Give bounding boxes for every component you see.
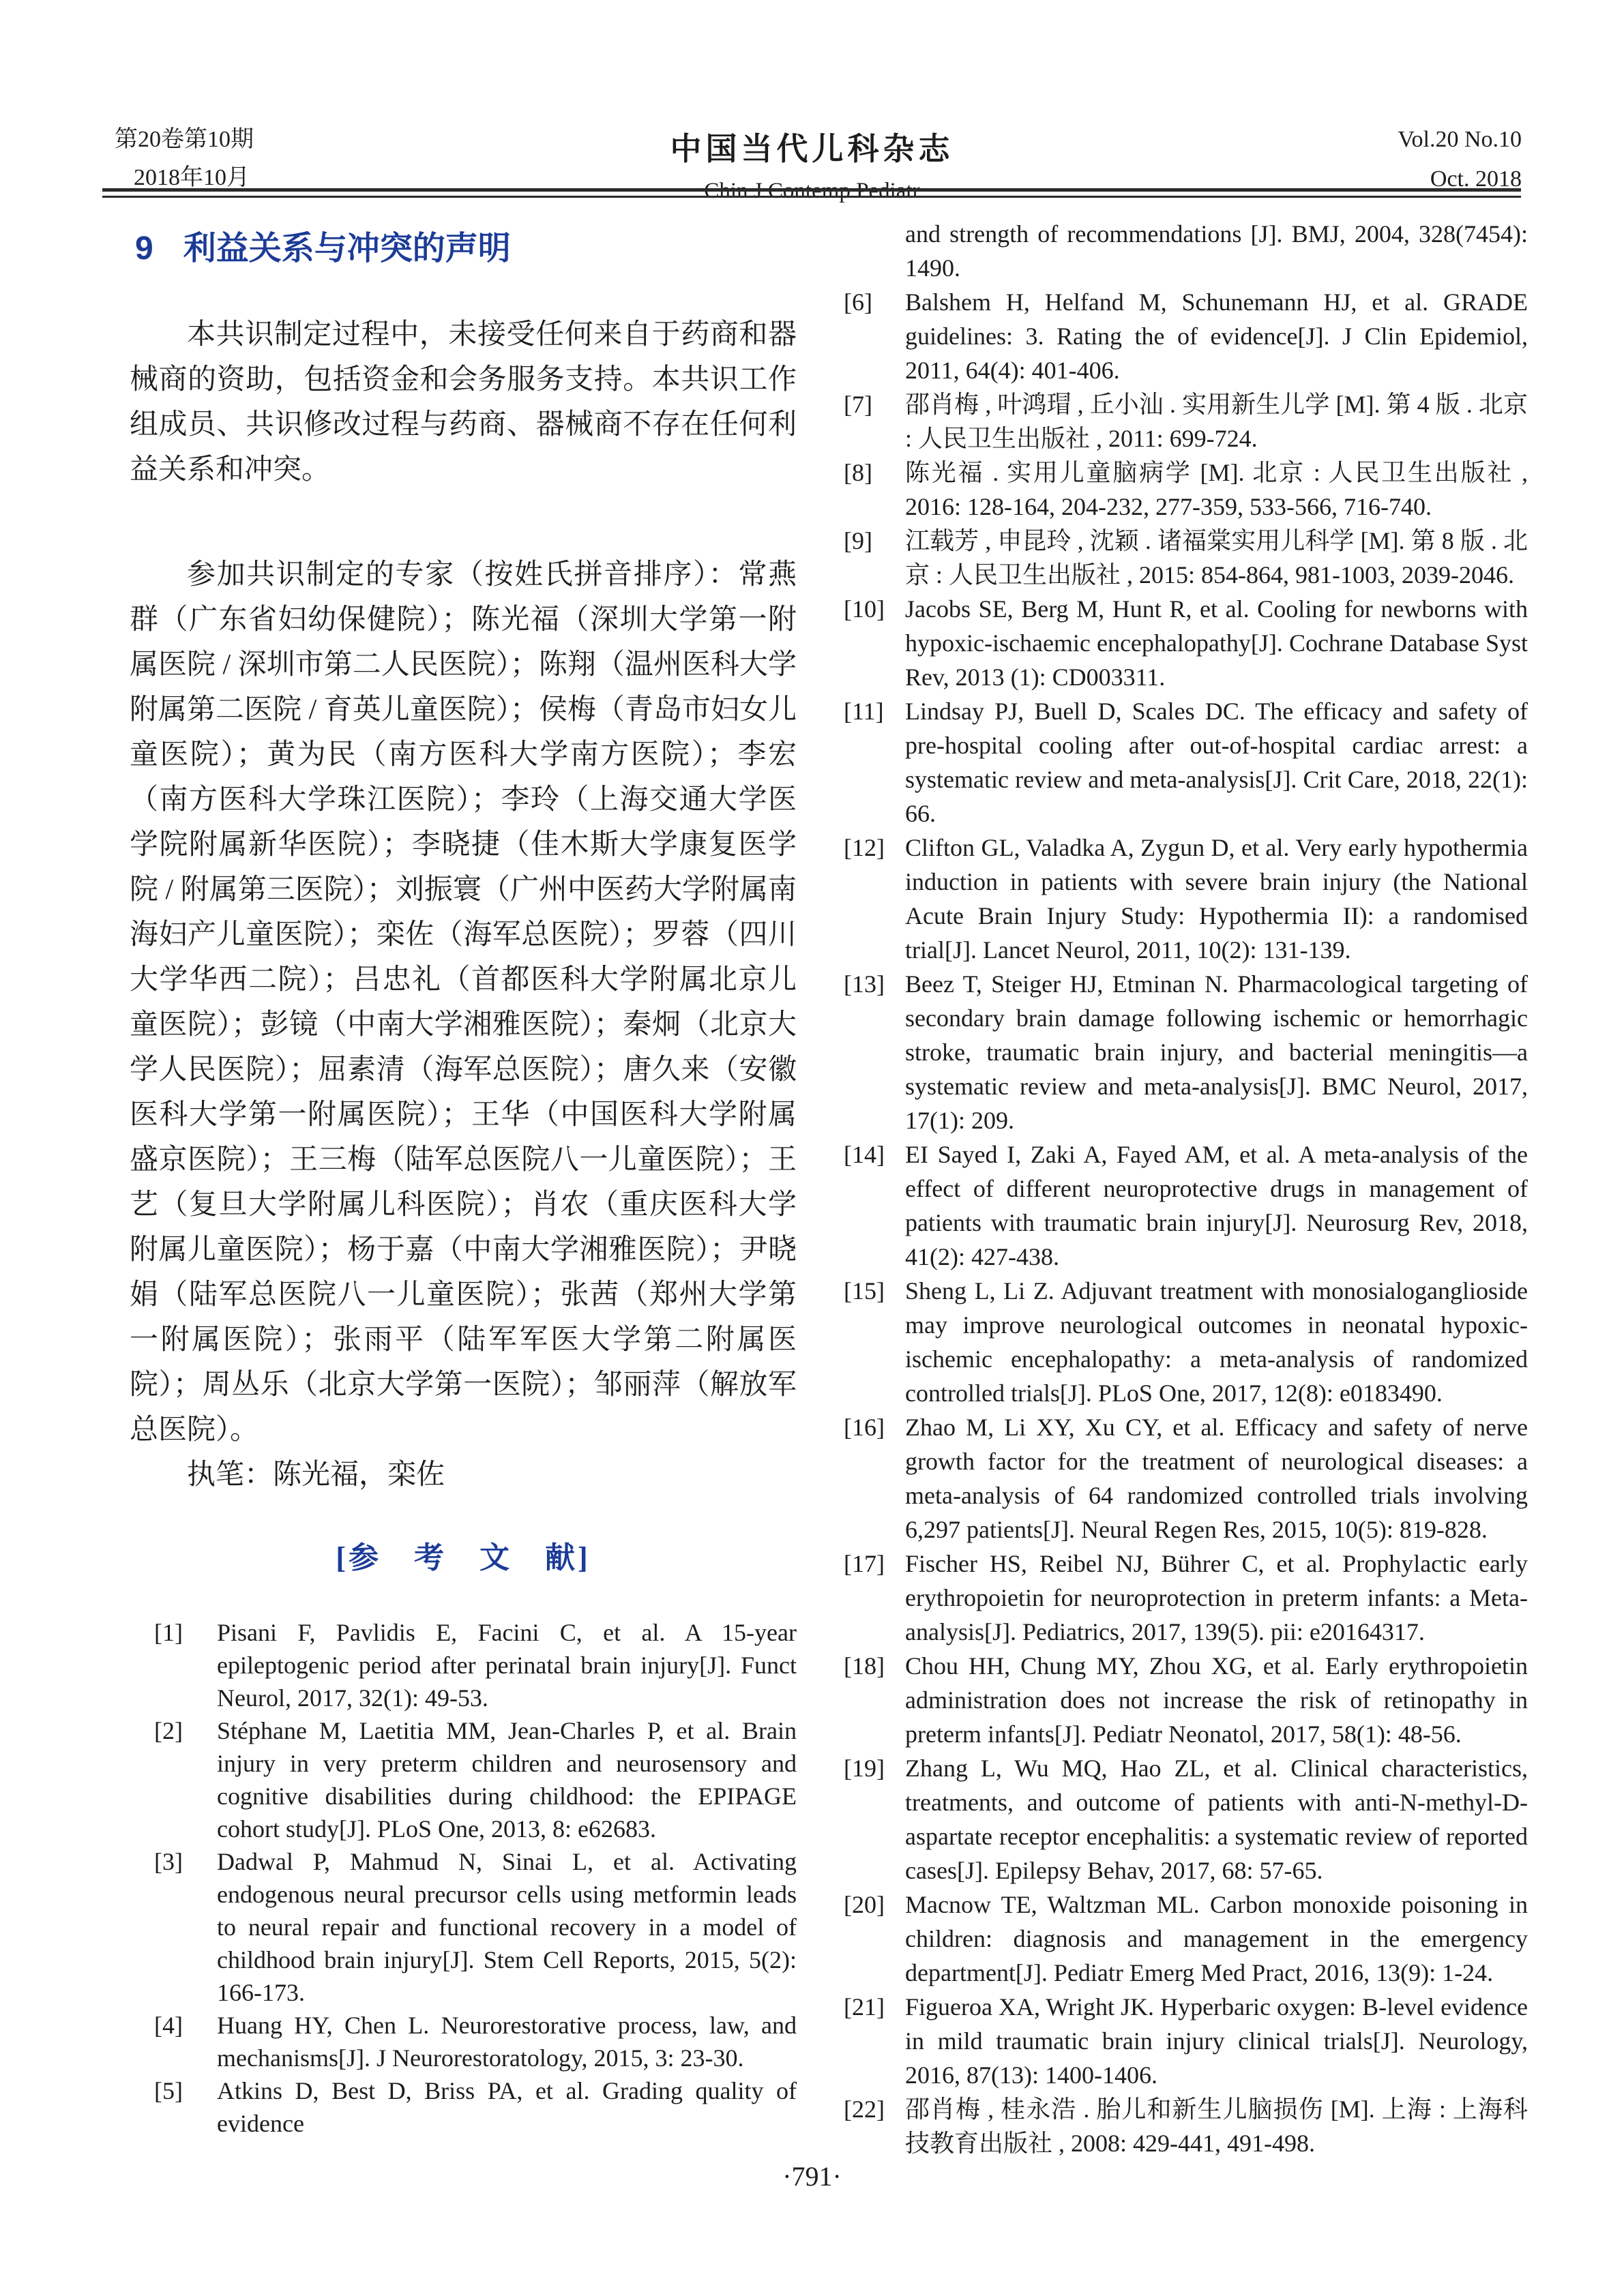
left-column bbox=[130, 225, 797, 2140]
reference-number: [5] bbox=[154, 2076, 183, 2104]
date-cn: 2018年10月 bbox=[134, 165, 250, 190]
reference-text: 邵肖梅 , 桂永浩 . 胎儿和新生儿脑损伤 [M]. 上海 : 上海科技教育出版社 , 2008: 429-441, 491-498. bbox=[905, 2096, 1528, 2157]
reference-item bbox=[844, 1274, 1528, 1410]
right-column bbox=[844, 217, 1528, 2160]
reference-item bbox=[844, 831, 1528, 967]
reference-item bbox=[130, 1845, 797, 2009]
reference-number: [20] bbox=[844, 1891, 885, 1918]
section-heading bbox=[135, 229, 797, 269]
reference-number: [13] bbox=[844, 970, 885, 998]
page-number: ·791· bbox=[782, 2161, 842, 2192]
reference-item bbox=[130, 2074, 797, 2140]
reference-item bbox=[844, 1990, 1528, 2092]
reference-text: Stéphane M, Laetitia MM, Jean-Charles P, et al. Brain injury in very preterm children and neurosensory and cognitive disabilities during childhood: the EPIPAGE cohort study[J]. PLoS One, 2013, 8: e62683. bbox=[217, 1716, 797, 1843]
reference-item bbox=[844, 1410, 1528, 1547]
reference-text: Sheng L, Li Z. Adjuvant treatment with monosialoganglioside may improve neurological outcomes in neonatal hypoxic-ischemic encephalopathy: a meta-analysis of randomized controlled trials[J]. PLoS One, 2017, 12(8): e0183490. bbox=[905, 1277, 1528, 1407]
reference-text: Dadwal P, Mahmud N, Sinai L, et al. Activating endogenous neural precursor cells using metformin leads to neural repair and functional recovery in a model of childhood brain injury[J]. Stem Cell Reports, 2015, 5(2): 166-173. bbox=[217, 1847, 797, 2006]
paragraph-expert-list: 参加共识制定的专家（按姓氏拼音排序）：常燕群（广东省妇幼保健院）；陈光福（深圳大学第一附属医院 / 深圳市第二人民医院）；陈翔（温州医科大学附属第二医院 / 育英儿童医院）；侯梅（青岛市妇女儿童医院）；黄为民（南方医科大学南方医院）；李宏（南方医科大学珠江医院）；李玲（上海交通大学医学院附属新华医院）；李晓捷（佳木斯大学康复医学院 / 附属第三医院）；刘振寰（广州中医药大学附属南海妇产儿童医院）；栾佐（海军总医院）；罗蓉（四川大学华西二院）；吕忠礼（首都医科大学附属北京儿童医院）；彭镜（中南大学湘雅医院）；秦炯（北京大学人民医院）；屈素清（海军总医院）；唐久来（安徽医科大学第一附属医院）；王华（中国医科大学附属盛京医院）；王三梅（陆军总医院八一儿童医院）；王艺（复旦大学附属儿科医院）；肖农（重庆医科大学附属儿童医院）；杨于嘉（中南大学湘雅医院）；尹晓娟（陆军总医院八一儿童医院）；张茜（郑州大学第一附属医院）；张雨平（陆军军医大学第二附属医院）；周丛乐（北京大学第一医院）；邹丽萍（解放军总医院）。 bbox=[130, 558, 797, 1446]
references-list-left bbox=[130, 1616, 797, 2140]
reference-item bbox=[130, 1616, 797, 1714]
reference-item bbox=[844, 592, 1528, 694]
reference-number: [8] bbox=[844, 459, 872, 486]
reference-number: [15] bbox=[844, 1277, 885, 1304]
reference-text: Figueroa XA, Wright JK. Hyperbaric oxygen: B-level evidence in mild traumatic brain injury clinical trials[J]. Neurology, 2016, 87(13): 1400-1406. bbox=[905, 1993, 1528, 2089]
reference-number: [14] bbox=[844, 1141, 885, 1168]
volume-issue-cn: 第20卷第10期 bbox=[115, 127, 254, 152]
reference-item bbox=[130, 1714, 797, 1845]
reference-text: Zhang L, Wu MQ, Hao ZL, et al. Clinical characteristics, treatments, and outcome of patients with anti-N-methyl-D-aspartate receptor encephalitis: a systematic review of reported cases[J]. Epilepsy Behav, 2017, 68: 57-65. bbox=[905, 1755, 1528, 1884]
journal-title-cn: 中国当代儿科杂志 bbox=[670, 132, 954, 166]
reference-number: [18] bbox=[844, 1652, 885, 1680]
reference-text: 江载芳 , 申昆玲 , 沈颖 . 诸福棠实用儿科学 [M]. 第 8 版 . 北京 : 人民卫生出版社 , 2015: 854-864, 981-1003, 2039-2046. bbox=[905, 527, 1528, 588]
section-title: 利益关系与冲突的声明 bbox=[183, 230, 511, 267]
reference-item bbox=[844, 2092, 1528, 2160]
volume-issue-en: Vol.20 No.10 bbox=[1398, 127, 1522, 152]
reference-text: Clifton GL, Valadka A, Zygun D, et al. Very early hypothermia induction in patients with severe brain injury (the National Acute Brain Injury Study: Hypothermia II): a randomised trial[J]. Lancet Neurol, 2011, 10(2): 131-139. bbox=[905, 834, 1528, 964]
reference-number: [7] bbox=[844, 391, 872, 418]
reference-number: [19] bbox=[844, 1755, 885, 1782]
reference-item bbox=[844, 387, 1528, 456]
reference-text: Balshem H, Helfand M, Schunemann HJ, et al. GRADE guidelines: 3. Rating the of evidence[J]. J Clin Epidemiol, 2011, 64(4): 401-406. bbox=[905, 288, 1528, 384]
reference-text: Huang HY, Chen L. Neurorestorative process, law, and mechanisms[J]. J Neurorestoratology, 2015, 3: 23-30. bbox=[217, 2011, 797, 2072]
reference-item bbox=[844, 967, 1528, 1137]
reference-number: [21] bbox=[844, 1993, 885, 2021]
reference-item bbox=[844, 1137, 1528, 1274]
reference-item bbox=[844, 1649, 1528, 1751]
reference-number: [17] bbox=[844, 1550, 885, 1577]
reference-text: Macnow TE, Waltzman ML. Carbon monoxide poisoning in children: diagnosis and management in the emergency department[J]. Pediatr Emerg Med Pract, 2016, 13(9): 1-24. bbox=[905, 1891, 1528, 1986]
reference-text: Zhao M, Li XY, Xu CY, et al. Efficacy and safety of nerve growth factor for the treatment of neurological diseases: a meta-analysis of 64 randomized controlled trials involving 6,297 patients[J]. Neural Regen Res, 2015, 10(5): 819-828. bbox=[905, 1414, 1528, 1543]
reference-item bbox=[844, 1751, 1528, 1888]
reference-continuation: and strength of recommendations [J]. BMJ, 2004, 328(7454): 1490. bbox=[905, 220, 1528, 282]
reference-number: [16] bbox=[844, 1414, 885, 1441]
reference-item bbox=[844, 456, 1528, 524]
reference-item bbox=[844, 1547, 1528, 1649]
reference-text: Chou HH, Chung MY, Zhou XG, et al. Early erythropoietin administration does not increase the risk of retinopathy in preterm infants[J]. Pediatr Neonatol, 2017, 58(1): 48-56. bbox=[905, 1652, 1528, 1748]
reference-text: EI Sayed I, Zaki A, Fayed AM, et al. A meta-analysis of the effect of different neuroprotective drugs in management of patients with traumatic brain injury[J]. Neurosurg Rev, 2018, 41(2): 427-438. bbox=[905, 1141, 1528, 1270]
reference-text: 陈光福 . 实用儿童脑病学 [M]. 北京 : 人民卫生出版社 , 2016: 128-164, 204-232, 277-359, 533-566, 716-740. bbox=[905, 459, 1528, 520]
reference-number: [2] bbox=[154, 1716, 183, 1744]
reference-number: [4] bbox=[154, 2011, 183, 2039]
reference-text: Beez T, Steiger HJ, Etminan N. Pharmacological targeting of secondary brain damage following ischemic or hemorrhagic stroke, traumatic brain injury, and bacterial meningitis—a systematic review and meta-analysis[J]. BMC Neurol, 2017, 17(1): 209. bbox=[905, 970, 1528, 1134]
reference-text: Pisani F, Pavlidis E, Facini C, et al. A 15-year epileptogenic period after perinatal brain injury[J]. Funct Neurol, 2017, 32(1): 49-53. bbox=[217, 1618, 797, 1712]
reference-item bbox=[844, 285, 1528, 387]
reference-number: [9] bbox=[844, 527, 872, 554]
reference-number: [10] bbox=[844, 595, 885, 623]
references-list-right bbox=[844, 285, 1528, 2160]
reference-text: Atkins D, Best D, Briss PA, et al. Grading quality of evidence bbox=[217, 2076, 797, 2137]
header-double-rule bbox=[102, 188, 1521, 198]
reference-item bbox=[844, 1888, 1528, 1990]
byline: 执笔：陈光福，栾佐 bbox=[187, 1459, 445, 1491]
reference-number: [11] bbox=[844, 698, 884, 725]
reference-item bbox=[130, 2009, 797, 2074]
reference-text: Lindsay PJ, Buell D, Scales DC. The efficacy and safety of pre-hospital cooling after out-of-hospital cardiac arrest: a systematic review and meta-analysis[J]. Crit Care, 2018, 22(1): 66. bbox=[905, 698, 1528, 827]
reference-text: Fischer HS, Reibel NJ, Bührer C, et al. Prophylactic early erythropoietin for neuroprotection in preterm infants: a Meta-analysis[J]. Pediatrics, 2017, 139(5). pii: e20164317. bbox=[905, 1550, 1528, 1645]
date-en: Oct. 2018 bbox=[1430, 166, 1522, 192]
reference-number: [22] bbox=[844, 2096, 885, 2123]
reference-item bbox=[844, 694, 1528, 831]
reference-number: [1] bbox=[154, 1618, 183, 1646]
section-number: 9 bbox=[135, 230, 153, 267]
paragraph-funding-statement: 本共识制定过程中，未接受任何来自于药商和器械商的资助，包括资金和会务服务支持。本共识工作组成员、共识修改过程与药商、器械商不存在任何利益关系和冲突。 bbox=[130, 318, 797, 486]
reference-item bbox=[844, 524, 1528, 592]
reference-number: [6] bbox=[844, 288, 872, 316]
reference-text: Jacobs SE, Berg M, Hunt R, et al. Cooling for newborns with hypoxic-ischaemic encephalopathy[J]. Cochrane Database Syst Rev, 2013 (1): CD003311. bbox=[905, 595, 1528, 691]
header-left bbox=[115, 128, 254, 190]
references-heading: [参 考 文 献] bbox=[336, 1540, 591, 1575]
header-right bbox=[1398, 128, 1522, 191]
reference-number: [12] bbox=[844, 834, 885, 861]
reference-number: [3] bbox=[154, 1847, 183, 1875]
journal-title-en: Chin J Contemp Pediatr bbox=[704, 179, 920, 203]
reference-text: 邵肖梅 , 叶鸿瑁 , 丘小汕 . 实用新生儿学 [M]. 第 4 版 . 北京 : 人民卫生出版社 , 2011: 699-724. bbox=[905, 391, 1528, 452]
